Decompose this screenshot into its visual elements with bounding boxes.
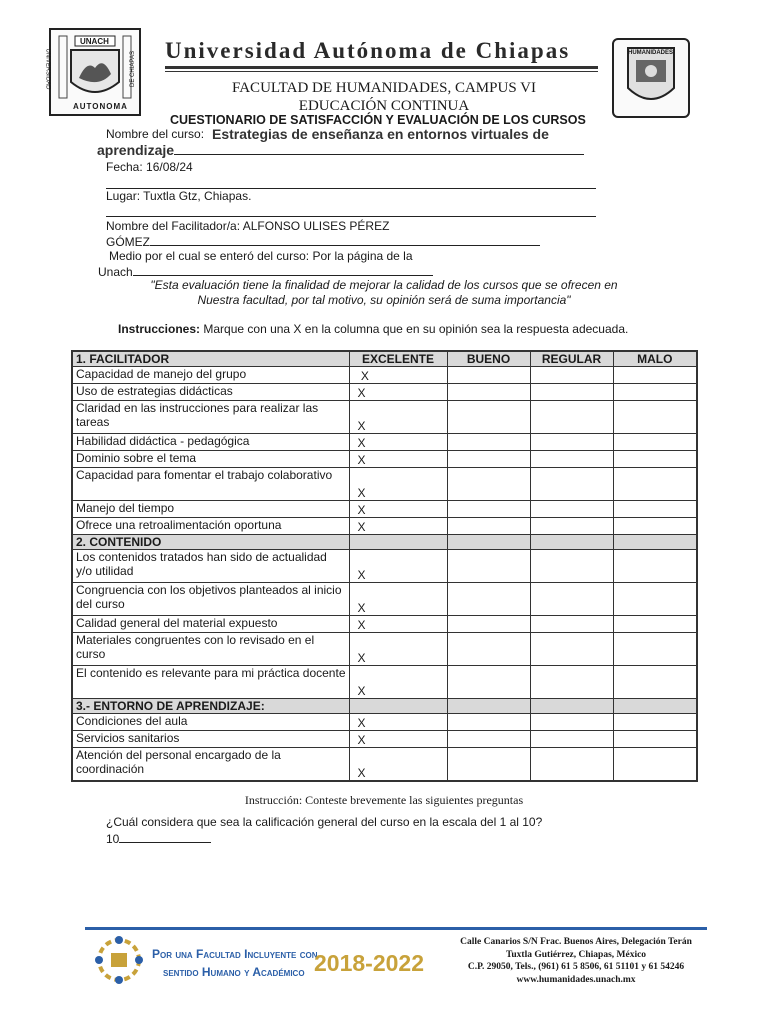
- section-header-cell: [447, 699, 530, 714]
- regular-cell[interactable]: [530, 367, 613, 384]
- quote-line1: "Esta evaluación tiene la finalidad de mejorar la calidad de los cursos que se ofrecen en: [150, 278, 618, 292]
- address-line1: Calle Canarios S/N Frac. Buenos Aires, Delegación Terán: [460, 937, 692, 947]
- form-title: CUESTIONARIO DE SATISFACCIÓN Y EVALUACIÓN DE LOS CURSOS: [170, 113, 586, 127]
- table-row: [72, 616, 697, 633]
- criterion-label: Congruencia con los objetivos planteados al inicio del curso: [72, 583, 349, 616]
- header-rule-thin: [165, 71, 598, 72]
- excelente-mark[interactable]: X: [349, 714, 447, 731]
- bueno-cell[interactable]: [447, 367, 530, 384]
- bueno-cell[interactable]: [447, 468, 530, 501]
- bueno-cell[interactable]: [447, 501, 530, 518]
- place-underline: [106, 216, 596, 217]
- bueno-cell[interactable]: [447, 401, 530, 434]
- section-header-cell: [530, 699, 613, 714]
- table-row: [72, 451, 697, 468]
- header-rule: [165, 66, 598, 69]
- section-title: 3.- ENTORNO DE APRENDIZAJE:: [72, 699, 349, 714]
- criterion-label: Atención del personal encargado de la coordinación: [72, 748, 349, 781]
- regular-cell[interactable]: [530, 666, 613, 699]
- regular-cell[interactable]: [530, 550, 613, 583]
- criterion-label: Uso de estrategias didácticas: [72, 384, 349, 401]
- excelente-mark[interactable]: X: [349, 434, 447, 451]
- bueno-cell[interactable]: [447, 550, 530, 583]
- excelente-mark[interactable]: X: [349, 451, 447, 468]
- excelente-mark[interactable]: X: [349, 633, 447, 666]
- bueno-cell[interactable]: [447, 731, 530, 748]
- seal-ring-right: DE CHIAPAS: [129, 51, 136, 87]
- program-name: EDUCACIÓN CONTINUA: [298, 98, 470, 114]
- criterion-label: Los contenidos tratados han sido de actualidad y/o utilidad: [72, 550, 349, 583]
- excelente-mark[interactable]: X: [349, 518, 447, 535]
- regular-cell[interactable]: [530, 384, 613, 401]
- excelente-mark[interactable]: X: [349, 367, 447, 384]
- malo-cell[interactable]: [613, 401, 697, 434]
- regular-cell[interactable]: [530, 451, 613, 468]
- section-header-cell: [349, 535, 447, 550]
- footer-slogan-line1: Por una Facultad Incluyente con: [152, 947, 318, 961]
- criterion-label: El contenido es relevante para mi práctica docente: [72, 666, 349, 699]
- excelente-mark[interactable]: X: [349, 616, 447, 633]
- criterion-label: Servicios sanitarios: [72, 731, 349, 748]
- malo-cell[interactable]: [613, 384, 697, 401]
- section-header-cell: [447, 535, 530, 550]
- excelente-mark[interactable]: X: [349, 401, 447, 434]
- excelente-mark[interactable]: X: [349, 666, 447, 699]
- regular-cell[interactable]: [530, 616, 613, 633]
- criterion-label: Habilidad didáctica - pedagógica: [72, 434, 349, 451]
- date-field: Fecha: 16/08/24: [106, 160, 193, 174]
- malo-cell[interactable]: [613, 501, 697, 518]
- table-row: [72, 501, 697, 518]
- table-row: [72, 731, 697, 748]
- malo-cell[interactable]: [613, 468, 697, 501]
- footer-rule: [85, 927, 707, 930]
- section-title: 2. CONTENIDO: [72, 535, 349, 550]
- malo-cell[interactable]: [613, 550, 697, 583]
- malo-cell[interactable]: [613, 633, 697, 666]
- address-line4: www.humanidades.unach.mx: [516, 974, 636, 985]
- facilitator-line1: Nombre del Facilitador/a: ALFONSO ULISES PÉREZ: [106, 219, 390, 233]
- bueno-cell[interactable]: [447, 451, 530, 468]
- bueno-cell[interactable]: [447, 518, 530, 535]
- malo-cell[interactable]: [613, 616, 697, 633]
- university-name: Universidad Autónoma de Chiapas: [165, 38, 571, 63]
- table-row: [72, 367, 697, 384]
- place-field: Lugar: Tuxtla Gtz, Chiapas.: [106, 189, 252, 203]
- malo-cell[interactable]: [613, 451, 697, 468]
- medium-line2: Unach: [98, 265, 133, 279]
- section-header-cell: [613, 535, 697, 550]
- malo-cell[interactable]: [613, 731, 697, 748]
- regular-cell[interactable]: [530, 633, 613, 666]
- seal-top-text: UNACH: [80, 37, 109, 46]
- facilitator-line2: GÓMEZ: [106, 235, 150, 249]
- bueno-cell[interactable]: [447, 633, 530, 666]
- excelente-mark[interactable]: X: [349, 384, 447, 401]
- bueno-cell[interactable]: [447, 434, 530, 451]
- section-header-cell: [613, 699, 697, 714]
- criterion-label: Materiales congruentes con lo revisado en el curso: [72, 633, 349, 666]
- course-underline: [174, 143, 584, 155]
- bueno-cell[interactable]: [447, 616, 530, 633]
- criterion-label: Manejo del tiempo: [72, 501, 349, 518]
- medium-underline: [133, 264, 433, 276]
- table-row: [72, 550, 697, 583]
- course-value-line2: aprendizaje: [97, 142, 175, 158]
- answer-underline: [119, 831, 211, 843]
- criterion-label: Condiciones del aula: [72, 714, 349, 731]
- table-row: [72, 384, 697, 401]
- malo-cell[interactable]: [613, 518, 697, 535]
- criterion-label: Capacidad de manejo del grupo: [72, 367, 349, 384]
- excelente-mark[interactable]: X: [349, 468, 447, 501]
- faculty-name: FACULTAD DE HUMANIDADES, CAMPUS VI: [232, 80, 536, 96]
- criterion-label: Ofrece una retroalimentación oportuna: [72, 518, 349, 535]
- malo-cell[interactable]: [613, 748, 697, 781]
- table-row: [72, 583, 697, 616]
- excelente-mark[interactable]: X: [349, 550, 447, 583]
- instruction-2: Instrucción: Conteste brevemente las siguientes preguntas: [244, 793, 524, 807]
- inclusion-logo-icon: [93, 934, 145, 986]
- column-header: MALO: [613, 351, 697, 367]
- bueno-cell[interactable]: [447, 714, 530, 731]
- instructions-label: Instrucciones:: [118, 322, 201, 336]
- excelente-mark[interactable]: X: [349, 731, 447, 748]
- answer-1: 10: [106, 832, 120, 846]
- question-1: ¿Cuál considera que sea la calificación general del curso en la escala del 1 al 10?: [106, 815, 543, 829]
- table-row: [72, 518, 697, 535]
- criterion-label: Claridad en las instrucciones para realizar las tareas: [72, 401, 349, 434]
- instructions-text: Marque con una X en la columna que en su opinión sea la respuesta adecuada.: [203, 322, 629, 336]
- seal-bottom-text: AUTONOMA: [73, 102, 128, 111]
- regular-cell[interactable]: [530, 714, 613, 731]
- section-header-cell: [349, 699, 447, 714]
- facilitator-underline: [150, 234, 540, 246]
- quote-line2: Nuestra facultad, por tal motivo, su opinión será de suma importancia": [197, 293, 571, 307]
- address-line3: C.P. 29050, Tels., (961) 61 5 8506, 61 51101 y 61 54246: [467, 962, 685, 972]
- malo-cell[interactable]: [613, 583, 697, 616]
- table-row: [72, 748, 697, 781]
- seal-right-text: HUMANIDADES: [628, 50, 673, 56]
- table-row: [72, 434, 697, 451]
- table-row: [72, 468, 697, 501]
- course-value-line1: Estrategias de enseñanza en entornos virtuales de: [212, 126, 549, 142]
- malo-cell[interactable]: [613, 666, 697, 699]
- regular-cell[interactable]: [530, 583, 613, 616]
- column-header: BUENO: [447, 351, 530, 367]
- regular-cell[interactable]: [530, 468, 613, 501]
- bueno-cell[interactable]: [447, 748, 530, 781]
- medium-line1: Medio por el cual se enteró del curso: Por la página de la: [109, 249, 413, 263]
- regular-cell[interactable]: [530, 518, 613, 535]
- excelente-mark[interactable]: X: [349, 501, 447, 518]
- bueno-cell[interactable]: [447, 384, 530, 401]
- regular-cell[interactable]: [530, 748, 613, 781]
- section-header-row: [72, 699, 697, 714]
- regular-cell[interactable]: [530, 434, 613, 451]
- evaluation-table: [71, 350, 698, 782]
- section-header-row: [72, 351, 697, 367]
- course-label: Nombre del curso:: [106, 127, 205, 141]
- regular-cell[interactable]: [530, 401, 613, 434]
- malo-cell[interactable]: [613, 434, 697, 451]
- section-header-cell: [530, 535, 613, 550]
- column-header: EXCELENTE: [349, 351, 447, 367]
- bueno-cell[interactable]: [447, 666, 530, 699]
- criterion-label: Capacidad para fomentar el trabajo colaborativo: [72, 468, 349, 501]
- regular-cell[interactable]: [530, 501, 613, 518]
- malo-cell[interactable]: [613, 367, 697, 384]
- malo-cell[interactable]: [613, 714, 697, 731]
- excelente-mark[interactable]: X: [349, 583, 447, 616]
- footer-address: [430, 936, 722, 986]
- footer-years: 2018-2022: [314, 950, 424, 976]
- criterion-label: Calidad general del material expuesto: [72, 616, 349, 633]
- column-header: REGULAR: [530, 351, 613, 367]
- section-header-row: [72, 535, 697, 550]
- table-row: [72, 666, 697, 699]
- regular-cell[interactable]: [530, 731, 613, 748]
- criterion-label: Dominio sobre el tema: [72, 451, 349, 468]
- section-title: 1. FACILITADOR: [72, 351, 349, 367]
- table-row: [72, 401, 697, 434]
- footer-slogan-line2: sentido Humano y Académico: [163, 965, 305, 979]
- table-row: [72, 633, 697, 666]
- seal-ring-left: UNIVERSIDAD: [44, 48, 51, 90]
- excelente-mark[interactable]: X: [349, 748, 447, 781]
- table-row: [72, 714, 697, 731]
- bueno-cell[interactable]: [447, 583, 530, 616]
- address-line2: Tuxtla Gutiérrez, Chiapas, México: [505, 949, 647, 960]
